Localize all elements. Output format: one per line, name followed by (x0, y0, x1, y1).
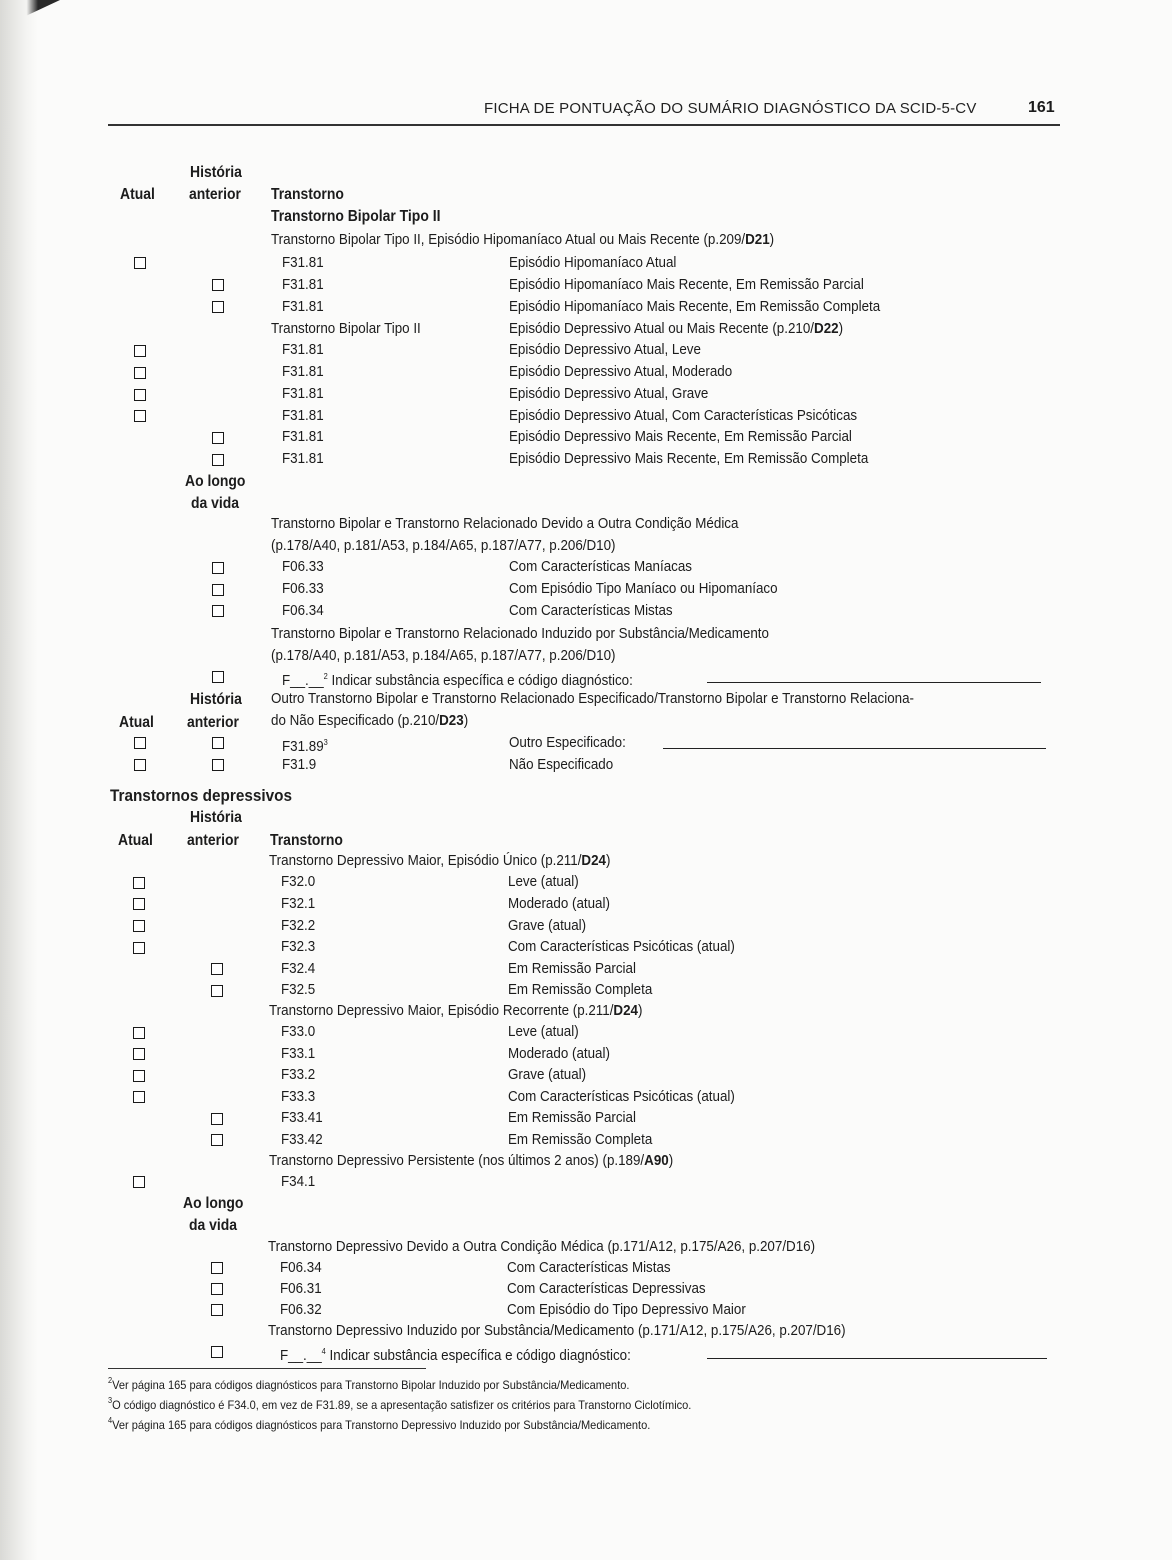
description: Grave (atual) (508, 918, 587, 934)
col-transtorno: Transtorno (271, 186, 344, 203)
code: F31.89$^3$ (282, 738, 328, 755)
col-historia: História (190, 691, 242, 708)
col-ao-longo: Ao longo (185, 473, 246, 490)
section-title-bipolar2: Transtorno Bipolar Tipo II (271, 208, 441, 225)
description: Com Características Mistas (507, 1260, 671, 1276)
code: F31.81 (282, 408, 324, 424)
code: F31.81 (282, 342, 324, 358)
checkbox-atual[interactable] (134, 345, 146, 357)
checkbox-lifetime[interactable] (211, 1262, 223, 1274)
description: Com Características Maníacas (509, 559, 692, 575)
description: Em Remissão Parcial (508, 1110, 636, 1126)
footnote-2: $^2$Ver página 165 para códigos diagnósticos para Transtorno Bipolar Induzido por Substância/Medicamento. (108, 1376, 630, 1392)
dep-substance-entry-blank[interactable] (707, 1358, 1047, 1359)
code: F06.34 (280, 1260, 322, 1276)
code: F06.31 (280, 1281, 322, 1297)
code: F31.81 (282, 386, 324, 402)
code: F06.33 (282, 581, 324, 597)
checkbox-atual[interactable] (133, 898, 145, 910)
checkbox-lifetime[interactable] (212, 562, 224, 574)
checkbox-atual[interactable] (133, 1048, 145, 1060)
col-atual: Atual (118, 832, 153, 849)
checkbox-atual[interactable] (134, 389, 146, 401)
description: Com Características Mistas (509, 603, 673, 619)
checkbox-atual[interactable] (133, 1070, 145, 1082)
code: F33.41 (281, 1110, 323, 1126)
code: F33.2 (281, 1067, 316, 1083)
code: F06.32 (280, 1302, 322, 1318)
footnote-4: $^4$Ver página 165 para códigos diagnósticos para Transtorno Depressivo Induzido por Substância/Medicamento. (108, 1416, 651, 1432)
col-anterior: anterior (189, 186, 241, 203)
description: Com Episódio Tipo Maníaco ou Hipomaníaco (509, 581, 778, 597)
code: F31.81 (282, 277, 324, 293)
checkbox-anterior[interactable] (212, 301, 224, 313)
checkbox-lifetime[interactable] (211, 1283, 223, 1295)
subheading-other-bipolar-cont: do Não Especificado (p.210/D23) (271, 713, 469, 729)
description: Em Remissão Completa (508, 982, 653, 998)
col-atual: Atual (119, 714, 154, 731)
subheading-depressive-right: Episódio Depressivo Atual ou Mais Recente (p.210/D22) (509, 321, 844, 337)
description: Não Especificado (509, 757, 614, 773)
description: Outro Especificado: (509, 735, 626, 751)
checkbox-atual[interactable] (134, 737, 146, 749)
subheading-dep-substance: Transtorno Depressivo Induzido por Substância/Medicamento (p.171/A12, p.175/A26, p.207/D16) (268, 1323, 846, 1339)
col-historia: História (190, 809, 242, 826)
description: Episódio Hipomaníaco Mais Recente, Em Remissão Parcial (509, 277, 864, 293)
col-atual: Atual (120, 186, 155, 203)
checkbox-atual[interactable] (133, 942, 145, 954)
substance-code-entry: F__.__$^2$ Indicar substância específica e código diagnóstico: (282, 672, 633, 689)
code: F32.4 (281, 961, 316, 977)
code: F06.34 (282, 603, 324, 619)
checkbox-lifetime[interactable] (212, 671, 224, 683)
checkbox-lifetime[interactable] (211, 1304, 223, 1316)
subheading-bipolar-medical: Transtorno Bipolar e Transtorno Relacionado Devido a Outra Condição Médica (271, 516, 739, 532)
checkbox-anterior[interactable] (212, 279, 224, 291)
description: Episódio Depressivo Atual, Com Características Psicóticas (509, 408, 858, 424)
code: F31.81 (282, 299, 324, 315)
description: Episódio Depressivo Atual, Leve (509, 342, 701, 358)
col-ao-longo: Ao longo (183, 1195, 244, 1212)
description: Leve (atual) (508, 874, 579, 890)
code: F33.0 (281, 1024, 316, 1040)
code: F06.33 (282, 559, 324, 575)
description: Em Remissão Completa (508, 1132, 653, 1148)
refs-bipolar-medical: (p.178/A40, p.181/A53, p.184/A65, p.187/A77, p.206/D10) (271, 538, 616, 554)
checkbox-atual[interactable] (134, 410, 146, 422)
checkbox-lifetime[interactable] (212, 584, 224, 596)
refs-bipolar-substance: (p.178/A40, p.181/A53, p.184/A65, p.187/A77, p.206/D10) (271, 648, 616, 664)
checkbox-atual[interactable] (133, 1176, 145, 1188)
description: Com Episódio do Tipo Depressivo Maior (507, 1302, 746, 1318)
subheading-depressive-left: Transtorno Bipolar Tipo II (271, 321, 421, 337)
code: F33.3 (281, 1089, 316, 1105)
description: Episódio Depressivo Mais Recente, Em Remissão Completa (509, 451, 869, 467)
subheading-bipolar-substance: Transtorno Bipolar e Transtorno Relacionado Induzido por Substância/Medicamento (271, 626, 769, 642)
code: F32.5 (281, 982, 316, 998)
col-da-vida: da vida (189, 1217, 238, 1234)
checkbox-anterior[interactable] (212, 759, 224, 771)
other-specified-blank[interactable] (663, 748, 1046, 749)
checkbox-atual[interactable] (133, 1027, 145, 1039)
col-historia: História (190, 164, 242, 181)
code: F32.1 (281, 896, 316, 912)
description: Em Remissão Parcial (508, 961, 636, 977)
code: F32.2 (281, 918, 316, 934)
code: F31.81 (282, 451, 324, 467)
col-transtorno: Transtorno (270, 832, 343, 849)
checkbox-anterior[interactable] (211, 1134, 223, 1146)
header-rule (108, 124, 1060, 126)
checkbox-atual[interactable] (134, 759, 146, 771)
description: Leve (atual) (508, 1024, 579, 1040)
subheading-persistent: Transtorno Depressivo Persistente (nos últimos 2 anos) (p.189/A90) (269, 1153, 674, 1169)
subheading-hypomanic: Transtorno Bipolar Tipo II, Episódio Hipomaníaco Atual ou Mais Recente (p.209/D21) (271, 232, 775, 248)
checkbox-atual[interactable] (133, 877, 145, 889)
code: F33.42 (281, 1132, 323, 1148)
col-anterior: anterior (187, 714, 239, 731)
code: F31.9 (282, 757, 317, 773)
code: F32.3 (281, 939, 316, 955)
code: F31.81 (282, 364, 324, 380)
description: Com Características Depressivas (507, 1281, 706, 1297)
running-header: FICHA DE PONTUAÇÃO DO SUMÁRIO DIAGNÓSTICO DA SCID-5-CV (484, 100, 977, 117)
checkbox-anterior[interactable] (212, 454, 224, 466)
code: F31.81 (282, 255, 324, 271)
page-binding-shadow (0, 0, 38, 1560)
description: Com Características Psicóticas (atual) (508, 939, 735, 955)
col-da-vida: da vida (191, 495, 240, 512)
subheading-mdd-single: Transtorno Depressivo Maior, Episódio Único (p.211/D24) (269, 853, 611, 869)
code: F32.0 (281, 874, 316, 890)
checkbox-atual[interactable] (134, 367, 146, 379)
description: Moderado (atual) (508, 896, 610, 912)
substance-entry-blank[interactable] (707, 682, 1041, 683)
checkbox-lifetime[interactable] (212, 605, 224, 617)
description: Episódio Hipomaníaco Atual (509, 255, 677, 271)
substance-code-entry: F__.__$^4$ Indicar substância específica e código diagnóstico: (280, 1347, 631, 1364)
checkbox-anterior[interactable] (212, 737, 224, 749)
description: Episódio Depressivo Atual, Moderado (509, 364, 733, 380)
description: Grave (atual) (508, 1067, 587, 1083)
checkbox-anterior[interactable] (211, 985, 223, 997)
checkbox-atual[interactable] (133, 920, 145, 932)
checkbox-lifetime[interactable] (211, 1346, 223, 1358)
checkbox-anterior[interactable] (212, 432, 224, 444)
description: Moderado (atual) (508, 1046, 610, 1062)
checkbox-anterior[interactable] (211, 1113, 223, 1125)
page-number: 161 (1028, 99, 1055, 116)
checkbox-anterior[interactable] (211, 963, 223, 975)
description: Com Características Psicóticas (atual) (508, 1089, 735, 1105)
section-title-depressive: Transtornos depressivos (110, 786, 292, 805)
code: F31.81 (282, 429, 324, 445)
description: Episódio Hipomaníaco Mais Recente, Em Remissão Completa (509, 299, 881, 315)
subheading-dep-medical: Transtorno Depressivo Devido a Outra Condição Médica (p.171/A12, p.175/A26, p.207/D16) (268, 1239, 816, 1255)
description: Episódio Depressivo Atual, Grave (509, 386, 709, 402)
subheading-other-bipolar: Outro Transtorno Bipolar e Transtorno Relacionado Especificado/Transtorno Bipolar e Transtorno Relaciona- (271, 691, 914, 707)
description: Episódio Depressivo Mais Recente, Em Remissão Parcial (509, 429, 852, 445)
col-anterior: anterior (187, 832, 239, 849)
checkbox-atual[interactable] (133, 1091, 145, 1103)
footnote-3: $^3$O código diagnóstico é F34.0, em vez de F31.89, se a apresentação satisfizer os critérios para Transtorno Ciclotímico. (108, 1396, 692, 1412)
subheading-mdd-recurrent: Transtorno Depressivo Maior, Episódio Recorrente (p.211/D24) (269, 1003, 643, 1019)
code: F33.1 (281, 1046, 316, 1062)
checkbox-atual[interactable] (134, 257, 146, 269)
footnote-rule (108, 1368, 426, 1369)
code: F34.1 (281, 1174, 316, 1190)
